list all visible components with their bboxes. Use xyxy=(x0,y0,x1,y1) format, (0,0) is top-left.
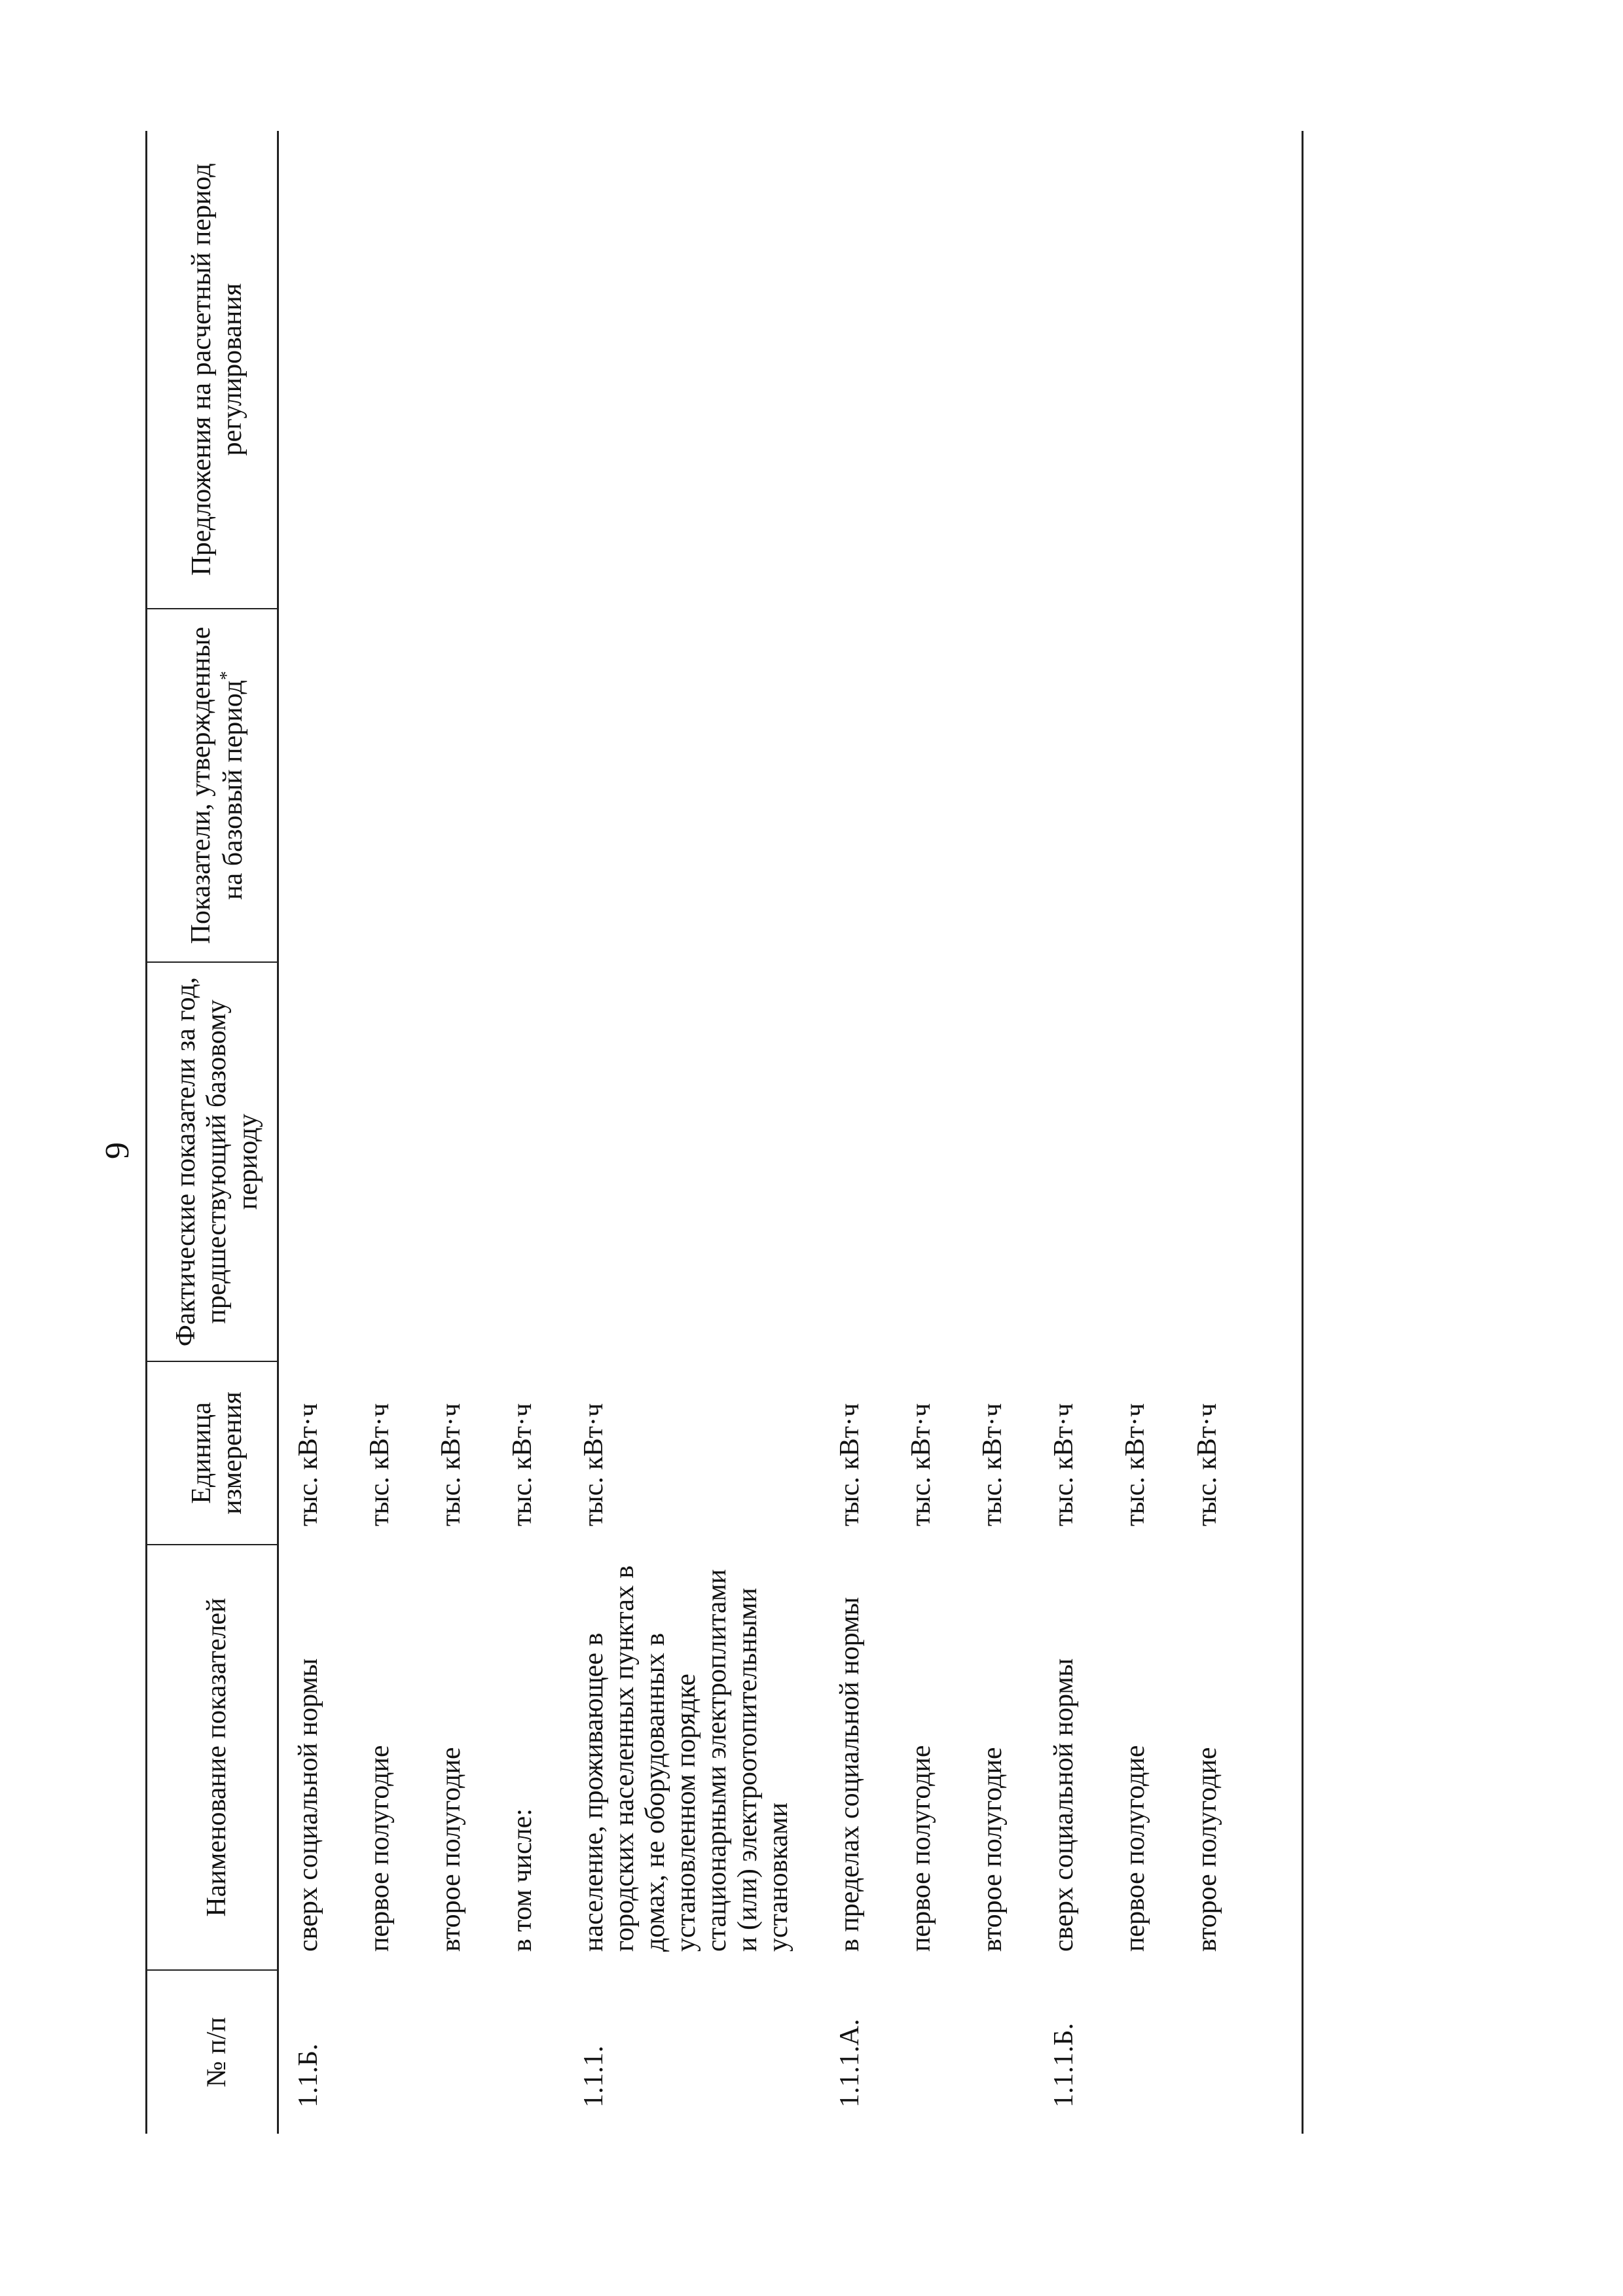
header-name: Наименование показателей xyxy=(147,1545,278,1970)
header-actual: Фактические показатели за год, предшествующий базовому периоду xyxy=(147,962,278,1361)
row-unit: тыс. кВт·ч xyxy=(1178,1361,1303,1545)
row-num xyxy=(963,1970,1034,2134)
row-actual-value xyxy=(493,962,564,1361)
row-proposal-value xyxy=(963,131,1034,609)
row-indicator-name: первое полугодие xyxy=(1120,1745,1151,1952)
row-actual-value xyxy=(1178,962,1303,1361)
row-proposal-value xyxy=(1106,131,1177,609)
row-approved-value xyxy=(278,609,351,962)
row-proposal-value xyxy=(422,131,493,609)
row-approved-value xyxy=(1178,609,1303,962)
row-approved-value xyxy=(564,609,820,962)
row-actual-value xyxy=(820,962,892,1361)
header-approved-text: Показатели, утвержденные на базовый период xyxy=(185,626,248,944)
row-unit: тыс. кВт·ч xyxy=(1049,1403,1080,1526)
header-approved-footnote-mark: * xyxy=(217,671,237,681)
row-indicator-name: первое полугодие xyxy=(906,1745,937,1952)
table-row xyxy=(892,131,963,2134)
header-approved xyxy=(147,609,278,962)
row-proposal-value xyxy=(820,131,892,609)
row-unit: тыс. кВт·ч xyxy=(977,1403,1008,1526)
row-approved-value xyxy=(1034,609,1106,962)
table-row xyxy=(1106,131,1177,2134)
row-num: 1.1.1.А. xyxy=(835,2018,866,2108)
row-indicator-name: первое полугодие xyxy=(365,1745,395,1952)
table-header-row xyxy=(147,131,278,2134)
row-approved-value xyxy=(963,609,1034,962)
row-indicator-name: в пределах социальной нормы xyxy=(835,1597,866,1952)
row-actual-value xyxy=(278,962,351,1361)
row-actual-value xyxy=(1034,962,1106,1361)
row-indicator-name: второе полугодие xyxy=(1178,1545,1303,1970)
row-unit: тыс. кВт·ч xyxy=(1120,1403,1151,1526)
row-approved-value xyxy=(820,609,892,962)
table-row xyxy=(564,131,820,2134)
row-proposal-value xyxy=(892,131,963,609)
table-row xyxy=(820,131,892,2134)
row-indicator-name: второе полугодие xyxy=(436,1747,467,1952)
row-proposal-value xyxy=(564,131,820,609)
row-num xyxy=(422,1970,493,2134)
row-num xyxy=(1106,1970,1177,2134)
row-approved-value xyxy=(1106,609,1177,962)
row-unit: тыс. кВт·ч xyxy=(365,1403,395,1526)
indicators-table xyxy=(145,131,1304,2134)
row-approved-value xyxy=(892,609,963,962)
row-num: 1.1.Б. xyxy=(293,2043,323,2108)
row-unit: тыс. кВт·ч xyxy=(579,1403,610,1526)
table-row xyxy=(493,131,564,2134)
table-row xyxy=(963,131,1034,2134)
row-indicator-name: сверх социальной нормы xyxy=(293,1658,323,1952)
header-proposals: Предложения на расчетный период регулирования xyxy=(147,131,278,609)
row-approved-value xyxy=(350,609,422,962)
row-num xyxy=(350,1970,422,2134)
row-proposal-value xyxy=(1178,131,1303,609)
table-row xyxy=(350,131,422,2134)
page-number: 9 xyxy=(99,1142,136,1159)
row-proposal-value xyxy=(278,131,351,609)
row-actual-value xyxy=(422,962,493,1361)
row-num xyxy=(1178,1970,1303,2134)
row-proposal-value xyxy=(350,131,422,609)
row-actual-value xyxy=(564,962,820,1361)
row-num: 1.1.1.Б. xyxy=(1049,2022,1080,2108)
row-actual-value xyxy=(1106,962,1177,1361)
header-unit: Единица измерения xyxy=(147,1361,278,1545)
row-proposal-value xyxy=(493,131,564,609)
row-unit: тыс. кВт·ч xyxy=(507,1403,538,1526)
row-indicator-name: сверх социальной нормы xyxy=(1049,1658,1080,1952)
header-num: № п/п xyxy=(147,1970,278,2134)
row-unit: тыс. кВт·ч xyxy=(835,1403,866,1526)
row-unit: тыс. кВт·ч xyxy=(906,1403,937,1526)
row-num: 1.1.1. xyxy=(579,2045,610,2108)
table-row xyxy=(1034,131,1106,2134)
row-num xyxy=(892,1970,963,2134)
table-row xyxy=(422,131,493,2134)
row-num xyxy=(493,1970,564,2134)
table-row xyxy=(278,131,351,2134)
row-unit: тыс. кВт·ч xyxy=(436,1403,467,1526)
row-approved-value xyxy=(493,609,564,962)
row-indicator-name: население, проживающее в городских населенных пунктах в домах, не оборудованных в установленном порядке стационарными электроплитами и (или) электроотопительными установками xyxy=(579,1565,794,1952)
row-proposal-value xyxy=(1034,131,1106,609)
row-indicator-name: в том числе: xyxy=(507,1808,538,1952)
row-approved-value xyxy=(422,609,493,962)
row-actual-value xyxy=(963,962,1034,1361)
row-actual-value xyxy=(892,962,963,1361)
table-row xyxy=(1178,131,1303,2134)
row-unit: тыс. кВт·ч xyxy=(293,1403,323,1526)
row-actual-value xyxy=(350,962,422,1361)
row-indicator-name: второе полугодие xyxy=(977,1747,1008,1952)
